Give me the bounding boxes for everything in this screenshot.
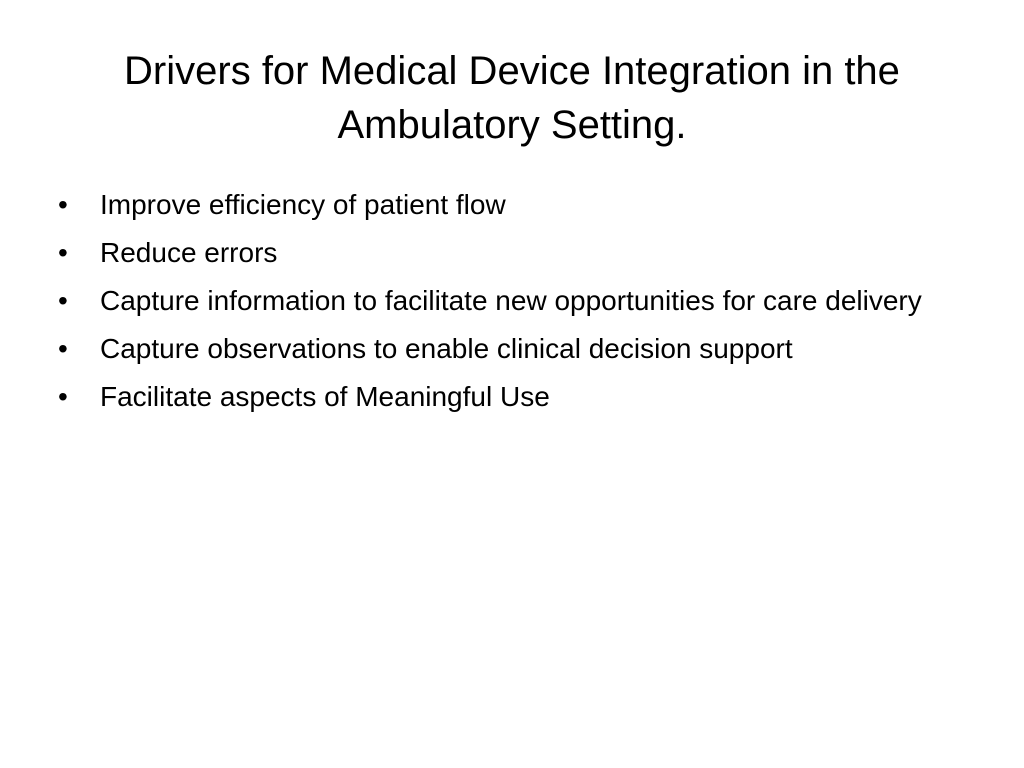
bullet-text: Facilitate aspects of Meaningful Use xyxy=(100,381,550,412)
bullet-icon: • xyxy=(58,381,68,412)
bullet-icon: • xyxy=(58,333,68,364)
bullet-item xyxy=(58,329,958,369)
bullet-item xyxy=(58,281,958,321)
bullet-text: Capture observations to enable clinical decision support xyxy=(100,333,793,364)
bullet-text: Reduce errors xyxy=(100,237,278,268)
bullet-text: Capture information to facilitate new opportunities for care delivery xyxy=(100,285,922,316)
bullet-item xyxy=(58,233,958,273)
bullet-text: Improve efficiency of patient flow xyxy=(100,189,506,220)
bullet-icon: • xyxy=(58,285,68,316)
bullet-icon: • xyxy=(58,189,68,220)
bullet-list xyxy=(58,185,958,425)
bullet-icon: • xyxy=(58,237,68,268)
bullet-item xyxy=(58,377,958,417)
slide-title: Drivers for Medical Device Integration in the Ambulatory Setting. xyxy=(124,49,900,147)
bullet-item xyxy=(58,185,958,225)
